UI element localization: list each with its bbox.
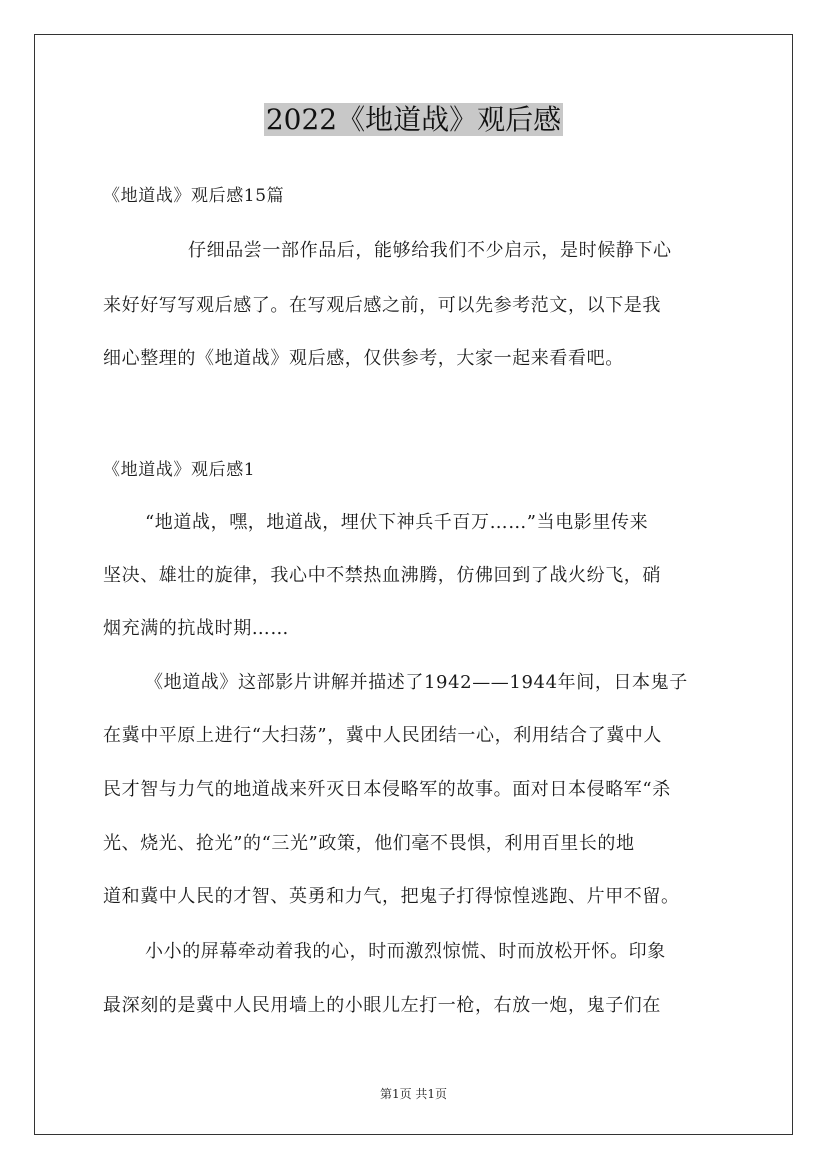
paragraph-line: 最深刻的是冀中人民用墙上的小眼儿左打一枪，右放一炮，鬼子们在 <box>103 995 661 1016</box>
paragraph-line: 民才智与力气的地道战来歼灭日本侵略军的故事。面对日本侵略军“杀 <box>103 779 671 800</box>
paragraph-line: 细心整理的《地道战》观后感，仅供参考，大家一起来看看吧。 <box>103 348 624 369</box>
paragraph-line: 道和冀中人民的才智、英勇和力气，把鬼子打得惊惶逃跑、片甲不留。 <box>103 886 680 907</box>
paragraph-line: “地道战，嘿，地道战，埋伏下神兵千百万……”当电影里传来 <box>145 512 649 533</box>
section-heading: 《地道战》观后感1 <box>103 460 256 480</box>
document-title: 2022《地道战》观后感 <box>265 103 562 136</box>
document-title-wrap <box>0 99 827 141</box>
paragraph-line: 坚决、雄壮的旋律，我心中不禁热血沸腾，仿佛回到了战火纷飞，硝 <box>103 565 661 586</box>
paragraph-line: 《地道战》这部影片讲解并描述了1942——1944年间，日本鬼子 <box>145 672 688 693</box>
paragraph-line: 烟充满的抗战时期…… <box>103 618 289 639</box>
paragraph-line: 光、烧光、抢光”的“三光”政策，他们毫不畏惧，利用百里长的地 <box>103 833 635 854</box>
paragraph-line: 来好好写写观后感了。在写观后感之前，可以先参考范文，以下是我 <box>103 295 661 316</box>
paragraph-line: 在冀中平原上进行“大扫荡”，冀中人民团结一心，利用结合了冀中人 <box>103 725 663 746</box>
paragraph-line: 仔细品尝一部作品后，能够给我们不少启示，是时候静下心 <box>188 240 672 261</box>
page-footer: 第1页 共1页 <box>379 1087 448 1101</box>
paragraph-line: 小小的屏幕牵动着我的心，时而激烈惊慌、时而放松开怀。印象 <box>145 941 666 962</box>
subtitle-line: 《地道战》观后感15篇 <box>103 186 285 206</box>
